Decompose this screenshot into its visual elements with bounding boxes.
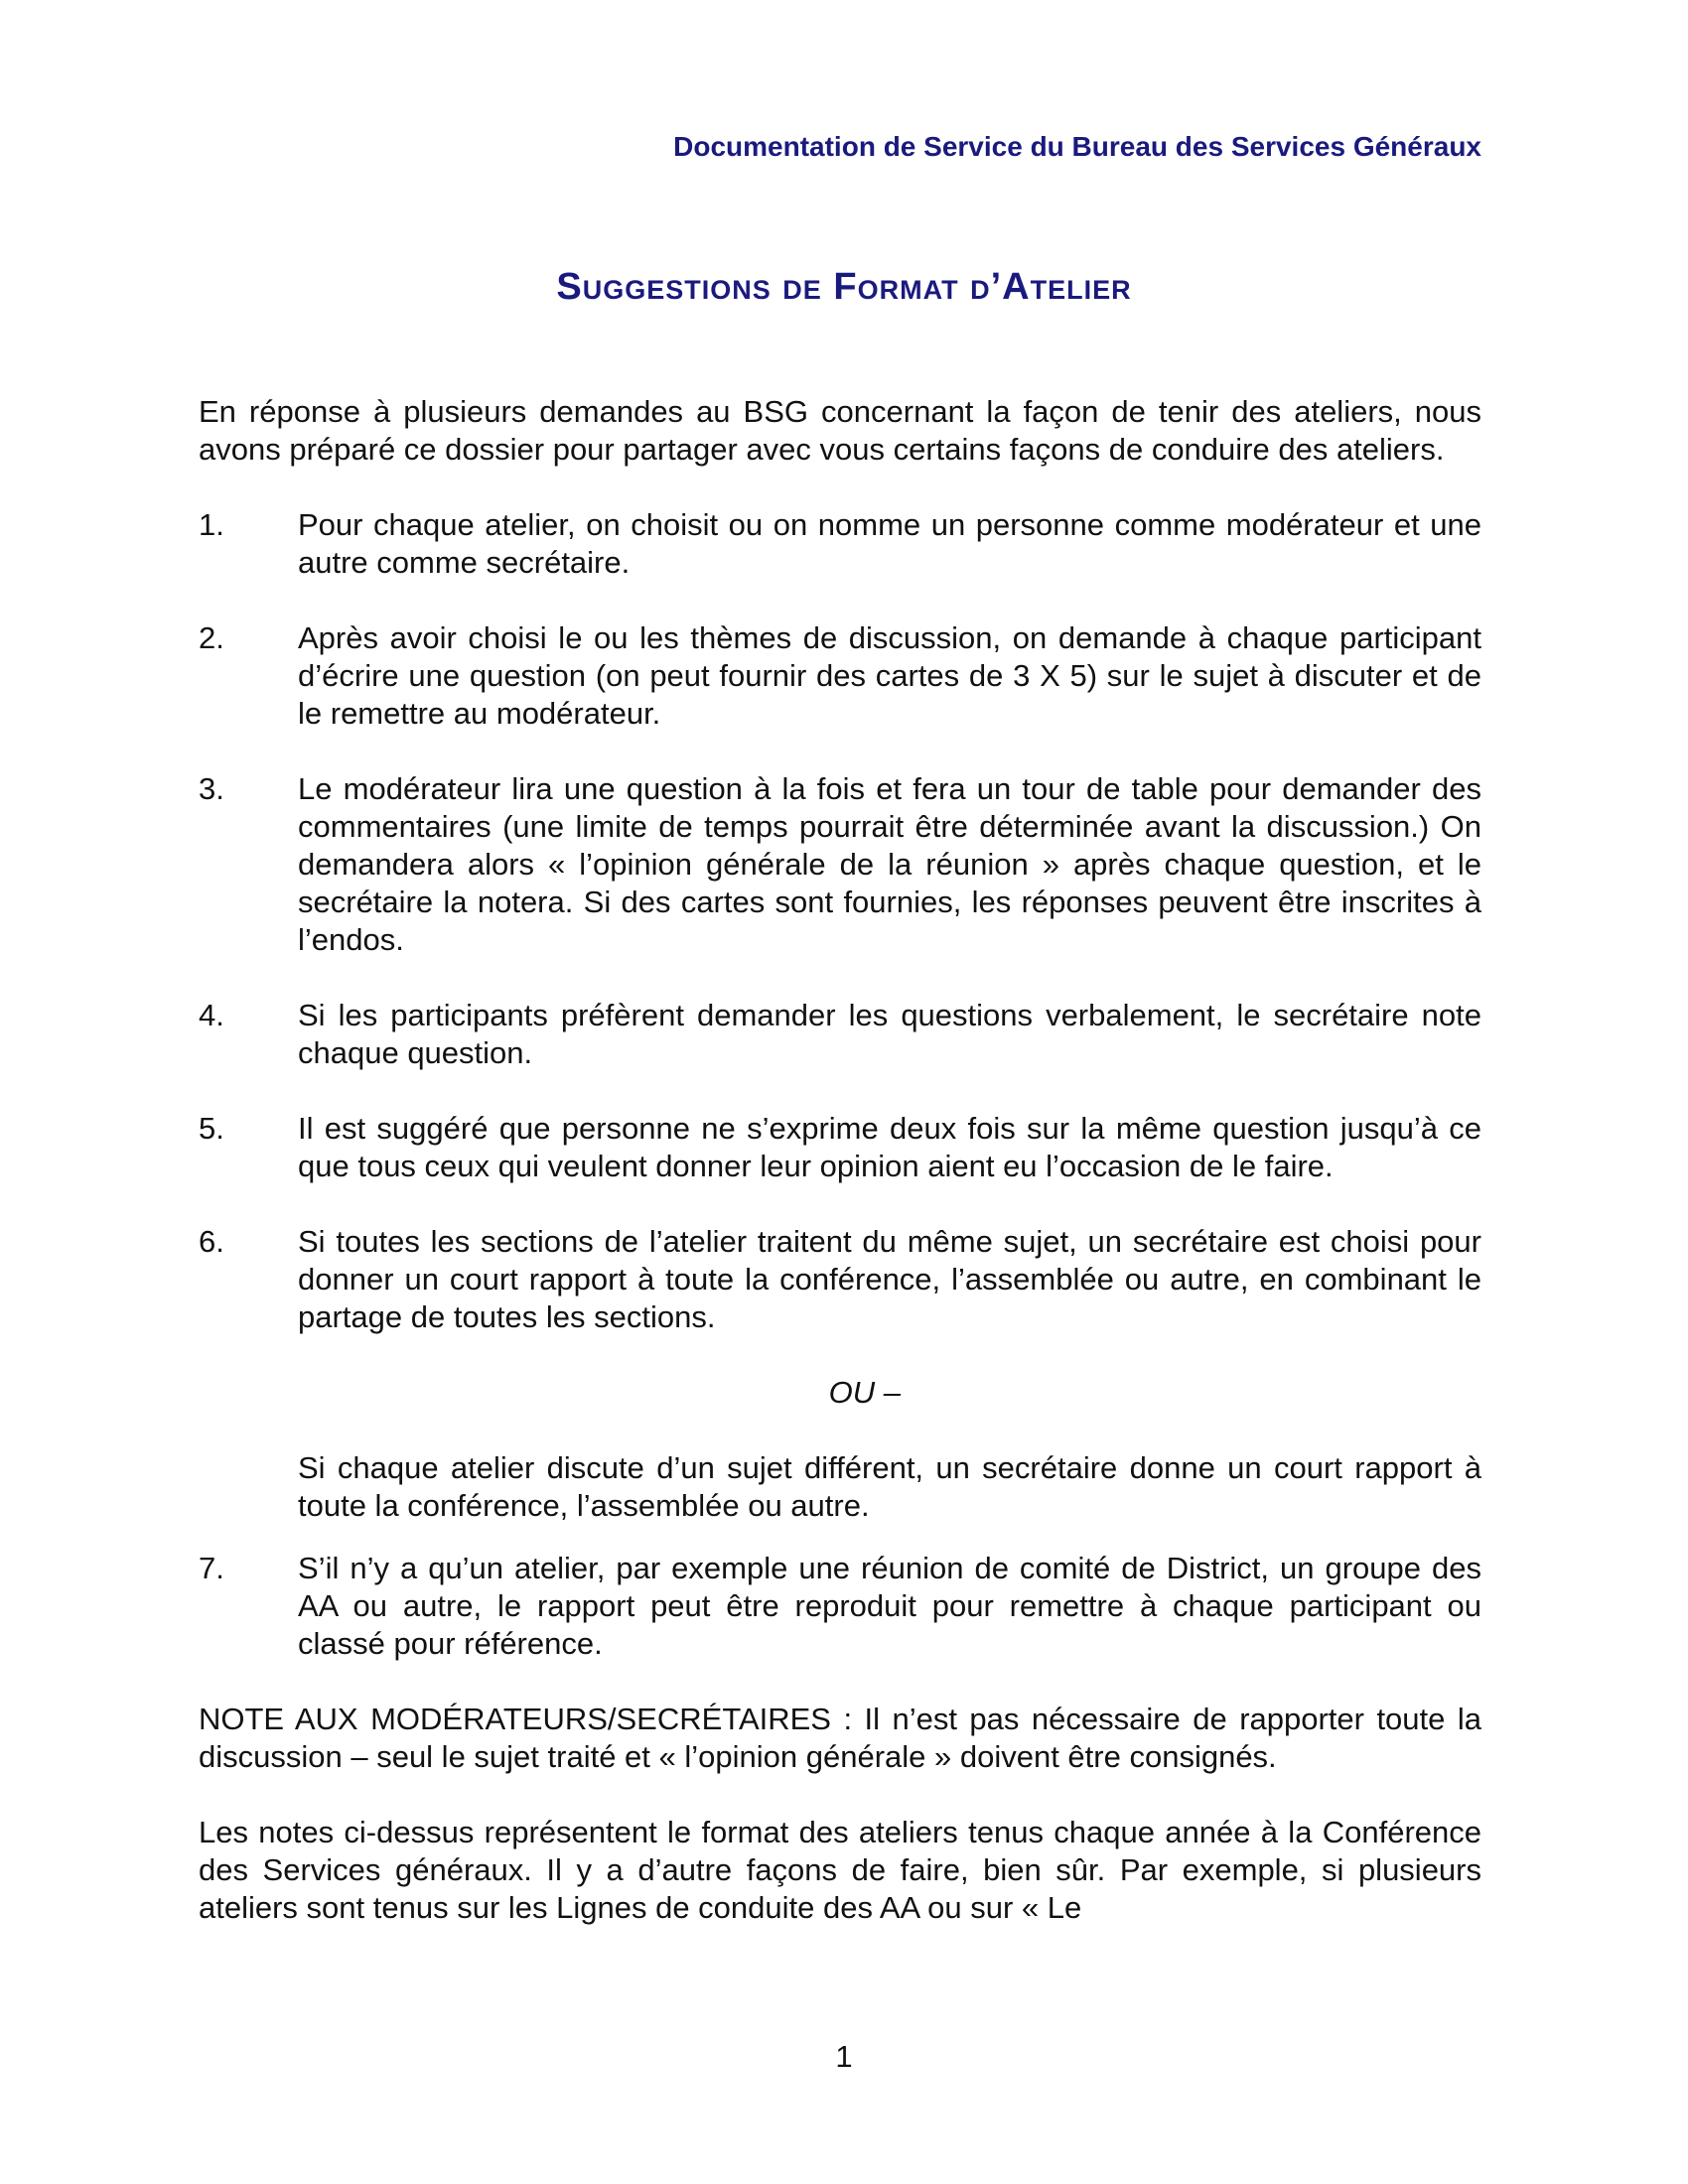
list-item-2 [199,619,1481,733]
list-item-6 [199,1223,1481,1336]
list-item-3 [199,770,1481,959]
list-item-number: 1. [199,507,224,542]
intro-paragraph: En réponse à plusieurs demandes au BSG concernant la façon de tenir des ateliers, nous avons préparé ce dossier pour partager avec vous certains façons de conduire des ateliers. [199,394,1481,467]
list-item-text: S’il n’y a qu’un atelier, par exemple une réunion de comité de District, un groupe des AA ou autre, le rapport peut être reproduit pour remettre à chaque participant ou classé pour référence. [298,1551,1481,1661]
list-item-number: 3. [199,771,224,806]
or-separator: OU – [828,1375,901,1410]
page-number: 1 [835,2039,853,2074]
list-item-text: Après avoir choisi le ou les thèmes de discussion, on demande à chaque participant d’écrire une question (on peut fournir des cartes de 3 X 5) sur le sujet à discuter et de le remettre au modérateur. [298,620,1481,731]
closing-paragraph: Les notes ci-dessus représentent le format des ateliers tenus chaque année à la Conférence des Services généraux. Il y a d’autre façons de faire, bien sûr. Par exemple, si plusieurs ateliers sont tenus sur les Lignes de conduite des AA ou sur « Le [199,1815,1481,1925]
list-item-text: Le modérateur lira une question à la fois et fera un tour de table pour demander des commentaires (une limite de temps pourrait être déterminée avant la discussion.) On demandera alors « l’opinion générale de la réunion » après chaque question, et le secrétaire la notera. Si des cartes sont fournies, les réponses peuvent être inscrites à l’endos. [298,771,1481,957]
list-item-text: Si toutes les sections de l’atelier traitent du même sujet, un secrétaire est choisi pour donner un court rapport à toute la conférence, l’assemblée ou autre, en combinant le partage de toutes les sections. [298,1224,1481,1334]
list-item-number: 7. [199,1551,224,1585]
list-item-number: 6. [199,1224,224,1259]
list-item-text: Pour chaque atelier, on choisit ou on nomme un personne comme modérateur et une autre comme secrétaire. [298,507,1481,580]
list-item-text: Si les participants préfèrent demander les questions verbalement, le secrétaire note chaque question. [298,998,1481,1070]
list-item-number: 4. [199,998,224,1032]
list-item-1 [199,506,1481,582]
list-item-5 [199,1110,1481,1185]
document-body [199,393,1481,1965]
list-item-text: Il est suggéré que personne ne s’exprime deux fois sur la même question jusqu’à ce que tous ceux qui veulent donner leur opinion aient eu l’occasion de le faire. [298,1111,1481,1183]
running-header: Documentation de Service du Bureau des Services Généraux [673,131,1481,162]
list-item-6-alternative: Si chaque atelier discute d’un sujet différent, un secrétaire donne un court rapport à toute la conférence, l’assemblée ou autre. [298,1450,1481,1523]
document-title: Suggestions de Format d’Atelier [556,266,1132,308]
list-item-number: 2. [199,620,224,655]
list-item-7 [199,1550,1481,1663]
moderator-note: NOTE AUX MODÉRATEURS/SECRÉTAIRES : Il n’est pas nécessaire de rapporter toute la discussion – seul le sujet traité et « l’opinion générale » doivent être consignés. [199,1702,1481,1774]
list-item-number: 5. [199,1111,224,1146]
list-item-4 [199,997,1481,1072]
